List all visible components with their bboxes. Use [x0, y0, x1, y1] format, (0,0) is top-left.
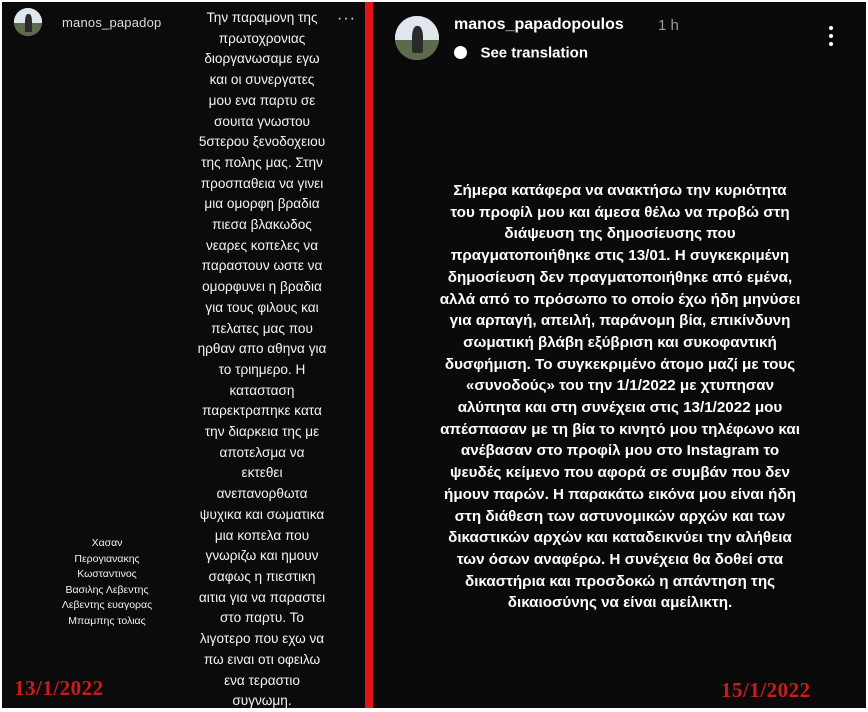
left-story-line: μια ομορφη βραδια: [204, 196, 320, 212]
see-translation-button[interactable]: [454, 44, 588, 62]
left-name-line: Βασιλης Λεβεντης: [65, 583, 149, 596]
right-story-line: δικαιοσύνης να είναι αμείλικτη.: [507, 594, 733, 612]
left-story-text: [172, 8, 352, 708]
left-story-line: στο παρτυ. Το: [220, 610, 304, 626]
more-vertical-icon[interactable]: [828, 26, 834, 50]
right-username[interactable]: manos_papadopoulos: [454, 16, 624, 33]
left-story-line: 5στερου ξενοδοχειου: [198, 134, 326, 150]
left-story-line: πιεσα βλακωδος: [212, 217, 312, 233]
post-time: 1 h: [658, 17, 679, 34]
right-story-line: Σήμερα κατάφερα να ανακτήσω την κυριότητα: [453, 182, 787, 199]
left-name-line: Λεβεντης ευαγορας: [61, 599, 153, 611]
left-story-line: παραστουν ωστε να: [201, 258, 323, 274]
right-story-line: δικαστήρια και προσδοκώ η απάντηση της: [465, 572, 775, 590]
left-story-line: και οι συνεργατες: [209, 72, 315, 88]
left-story-line: γνωριζω και ημουν: [205, 548, 319, 564]
left-story-line: μου ενα παρτυ σε: [208, 92, 316, 108]
right-avatar[interactable]: [395, 16, 439, 60]
right-date-stamp: 15/1/2022: [721, 678, 811, 702]
left-story-line: διοργανωσαμε εγω: [204, 51, 320, 67]
left-name-line: Κωσταντινος: [77, 568, 137, 580]
left-story-line: ηρθαν απο αθηνα για: [197, 341, 327, 357]
right-story-line: «συνοδούς» του την 1/1/2022 με χτυπησαν: [465, 377, 775, 395]
left-story-line: προσπαθεια να γινει: [200, 175, 324, 191]
left-date-stamp: 13/1/2022: [14, 676, 104, 700]
left-story-line: πω ειναι οτι οφειλω: [203, 651, 321, 667]
left-story-line: πελατες μας που: [211, 320, 313, 336]
right-story-line: του προφίλ μου και άμεσα θέλω να προβώ στη: [450, 203, 790, 221]
right-story-line: ανέβασαν στο προφίλ μου στο Instagram το: [460, 442, 780, 460]
left-story-line: πρωτοχρονιας: [218, 30, 306, 46]
right-story-line: απέσπασαν με τη βία το κινητό μου τηλέφωνο και: [440, 420, 800, 438]
right-story-text: [381, 180, 859, 614]
left-story-line: κατασταση: [229, 382, 295, 398]
left-story-line: παρεκτραπηκε κατα: [202, 403, 322, 419]
right-story-line: σωματική βλάβη εξύβριση και συκοφαντική: [463, 333, 777, 351]
left-story-line: το τριημερο. Η: [218, 361, 306, 377]
left-avatar[interactable]: [14, 8, 42, 36]
left-story-line: αποτελσμα να: [219, 444, 305, 460]
right-story-line: δικαστικών αρχών και καταδεικνύει την αλήθεια: [448, 529, 792, 547]
left-name-line: Μπαμπης τολιας: [68, 614, 146, 627]
left-story-line: ανεπανορθωτα: [216, 486, 308, 502]
right-story-line: δημοσίευση δεν πραγματοποιήθηκε από εμένα,: [447, 268, 793, 286]
left-story-line: συγνωμη.: [232, 693, 292, 708]
left-story-line: την διαρκεια της με: [204, 424, 320, 440]
left-story-line: ομορφυνει η βραδια: [202, 279, 322, 295]
left-story-line: για τους φιλους και: [205, 299, 319, 315]
right-story-line: δυσφήμιση. Το συγκεκριμένο άτομο μαζί με τους: [444, 355, 796, 373]
left-names-list: [32, 536, 182, 629]
right-story-line: πραγματοποιήθηκε στις 13/01. Η συγκεκριμένη: [450, 247, 790, 265]
right-story-line: αλλά από το πρόσωπο το οποίο έχω ήδη μηνύσει: [439, 290, 801, 308]
right-story-line: των όσων αναφέρω. Η συνέχεια θα δοθεί στα: [456, 550, 784, 568]
right-story-line: στη διάθεση των αστυνομικών αρχών και των: [454, 507, 786, 525]
right-story-line: για αρπαγή, απειλή, παράνομη βία, επικίνδυνη: [449, 312, 791, 330]
left-story-line: Την παραμονη της: [206, 10, 318, 25]
right-story-line: διάψευση της δημοσίευσης που: [504, 225, 736, 243]
left-story-line: σαφως η πιεστικη: [208, 568, 316, 584]
left-story-line: ψυχικα και σωματικα: [199, 506, 325, 522]
red-divider: [365, 2, 373, 708]
left-story-line: εκτεθει: [241, 465, 283, 481]
see-translation-label: See translation: [480, 44, 588, 62]
translate-dot-icon: [454, 46, 467, 59]
left-story-panel: [2, 2, 365, 708]
right-story-line: αλύπητα και στη συνέχεια στις 13/1/2022 μου: [457, 399, 783, 417]
left-story-line: νεαρες κοπελες να: [205, 237, 319, 253]
right-story-panel: [373, 2, 866, 708]
left-story-line: ενα τεραστιο: [224, 672, 300, 688]
left-username[interactable]: manos_papadop: [62, 15, 162, 30]
left-story-line: αιτια για να παραστει: [198, 589, 326, 605]
left-name-line: Χασαν: [91, 537, 123, 549]
left-story-line: μια κοπελα που: [214, 527, 310, 543]
more-horizontal-icon[interactable]: ···: [337, 10, 356, 27]
left-story-line: σουιτα γνωστου: [214, 113, 310, 129]
left-name-line: Περογιανακης: [74, 552, 140, 565]
left-story-line: της πολης μας. Στην: [201, 154, 323, 170]
right-story-line: ψευδές κείμενο που αφορά σε συμβάν που δεν: [450, 464, 790, 482]
right-story-line: ήμουν παρών. Η παρακάτω εικόνα μου είναι ήδη: [444, 485, 796, 503]
left-story-line: λιγοτερο που εχω να: [199, 631, 325, 647]
